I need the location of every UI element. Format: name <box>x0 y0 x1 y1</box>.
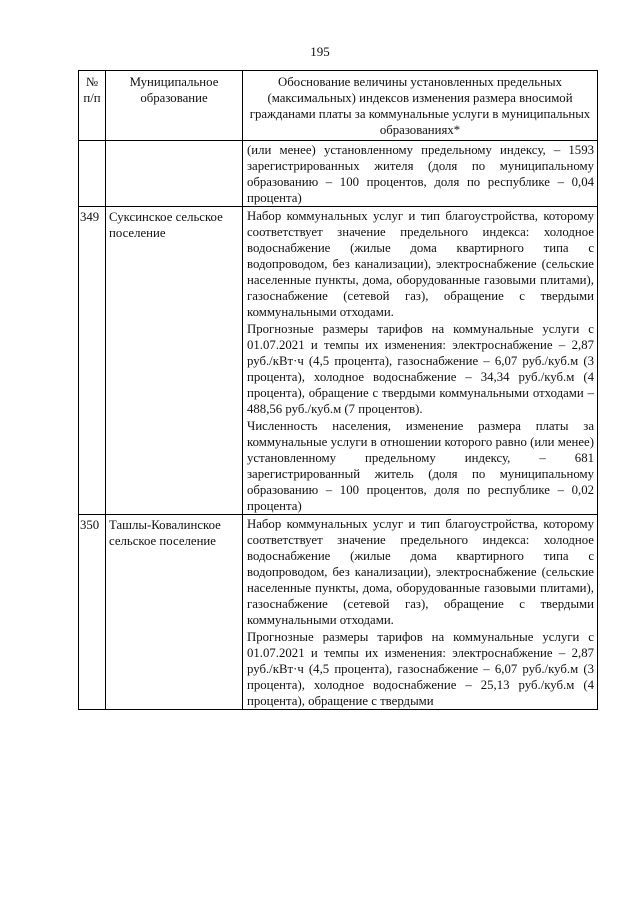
table-row-continuation <box>79 141 598 207</box>
header-municipality: Муниципальное образование <box>106 71 243 141</box>
tariff-table <box>78 70 598 710</box>
table-row <box>79 207 598 515</box>
table-row <box>79 515 598 710</box>
continuation-text-cell <box>243 141 598 207</box>
table-header-row <box>79 71 598 141</box>
municipality-name: Ташлы-Ковалинское сельское поселение <box>106 515 243 710</box>
continuation-num-cell <box>79 141 106 207</box>
tariff-forecast-paragraph: Прогнозные размеры тарифов на коммунальные услуги с 01.07.2021 и темпы их изменения: электроснабжение – 2,87 руб./кВт·ч (4,5 процента), газоснабжение – 6,07 руб./куб.м (3 процента), холодное водоснабжение – 25,13 руб./куб.м (4 процента), обращение с твердыми <box>247 630 594 708</box>
page-number: 195 <box>310 44 330 59</box>
row-number: 349 <box>79 207 106 515</box>
population-paragraph: Численность населения, изменение размера платы за коммунальные услуги в отношении которого равно (или менее) установленному предельному индексу, – 681 зарегистрированный житель (доля по муниципальному образованию – 100 процентов, доля по республике – 0,02 процента) <box>247 419 594 513</box>
justification-cell <box>243 207 598 515</box>
row-number: 350 <box>79 515 106 710</box>
service-set-paragraph: Набор коммунальных услуг и тип благоустройства, которому соответствует значение предельного индекса: холодное водоснабжение (жилые дома квартирного типа с водопроводом, без канализации), электроснабжение (сельские населенные пункты, дома, оборудованные газовыми плитами), газоснабжение (сетевой газ), обращение с твердыми коммунальными отходами. <box>247 517 594 627</box>
header-num: № п/п <box>79 71 106 141</box>
justification-cell <box>243 515 598 710</box>
continuation-paragraph: (или менее) установленному предельному индексу, – 1593 зарегистрированных жителя (доля по муниципальному образованию – 100 процентов, доля по республике – 0,04 процента) <box>247 143 594 205</box>
service-set-paragraph: Набор коммунальных услуг и тип благоустройства, которому соответствует значение предельного индекса: холодное водоснабжение (жилые дома квартирного типа с водопроводом, без канализации), электроснабжение (сельские населенные пункты, дома, оборудованные газовыми плитами), газоснабжение (сетевой газ), обращение с твердыми коммунальными отходами. <box>247 209 594 319</box>
continuation-municipality-cell <box>106 141 243 207</box>
header-justification: Обоснование величины установленных предельных (максимальных) индексов изменения размера вносимой гражданами платы за коммунальные услуги в муниципальных образованиях* <box>243 71 598 141</box>
municipality-name: Суксинское сельское поселение <box>106 207 243 515</box>
tariff-forecast-paragraph: Прогнозные размеры тарифов на коммунальные услуги с 01.07.2021 и темпы их изменения: электроснабжение – 2,87 руб./кВт·ч (4,5 процента), газоснабжение – 6,07 руб./куб.м (3 процента), холодное водоснабжение – 34,34 руб./куб.м (4 процента), обращение с твердыми коммунальными отходами – 488,56 руб./куб.м (7 процентов). <box>247 322 594 416</box>
